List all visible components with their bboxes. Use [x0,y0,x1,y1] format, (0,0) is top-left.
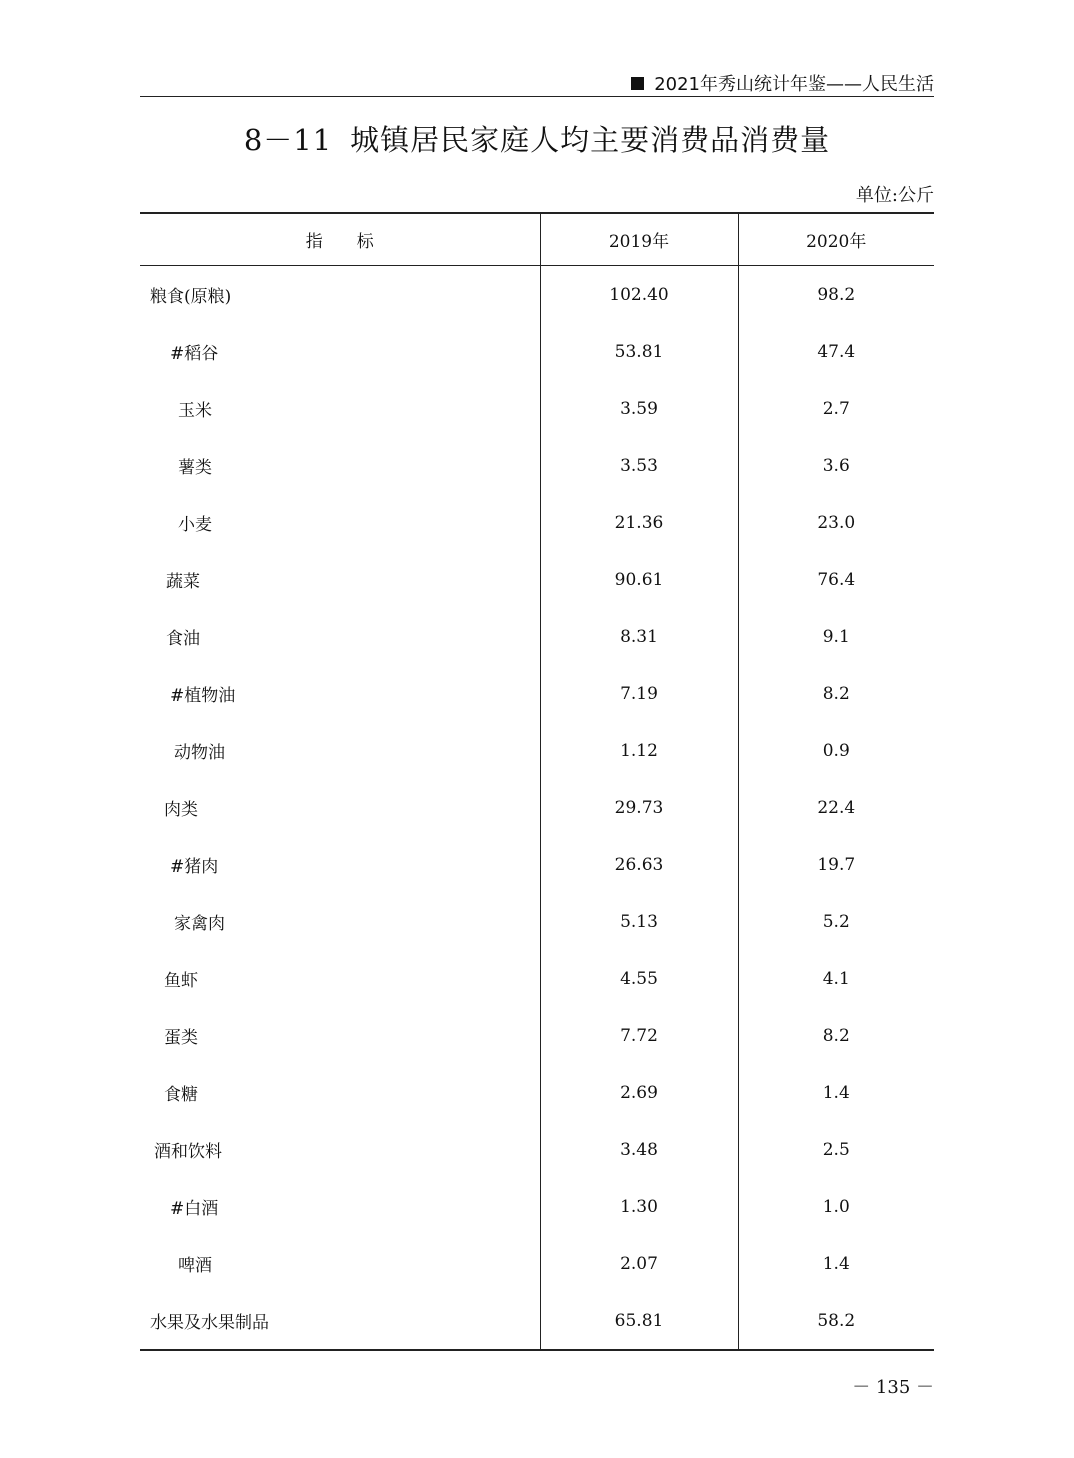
running-header [631,70,934,96]
value-2019: 102.40 [540,266,738,324]
table-row [140,893,934,950]
table-header-row [140,213,934,266]
value-2020: 2.5 [738,1121,934,1178]
row-label: #猪肉 [170,857,219,877]
column-header-2019: 2019年 [540,213,738,266]
value-2019: 3.48 [540,1121,738,1178]
value-2020: 23.0 [738,494,934,551]
value-2019: 65.81 [540,1292,738,1350]
row-label: 食油 [166,629,200,649]
row-label: 家禽肉 [174,914,225,934]
table-row [140,779,934,836]
row-label: 玉米 [178,401,212,421]
value-2020: 8.2 [738,665,934,722]
value-2020: 22.4 [738,779,934,836]
unit-label: 单位:公斤 [855,185,934,206]
value-2020: 1.0 [738,1178,934,1235]
table-row [140,323,934,380]
value-2020: 2.7 [738,380,934,437]
row-label: 啤酒 [178,1256,212,1276]
running-header-title: 2021年秀山统计年鉴——人民生活 [654,74,934,95]
header-rule [140,96,934,97]
column-header-2020: 2020年 [738,213,934,266]
value-2020: 8.2 [738,1007,934,1064]
table-row [140,266,934,324]
value-2019: 29.73 [540,779,738,836]
value-2020: 76.4 [738,551,934,608]
value-2020: 98.2 [738,266,934,324]
value-2019: 26.63 [540,836,738,893]
value-2020: 0.9 [738,722,934,779]
row-label: 鱼虾 [164,971,198,991]
table-row [140,494,934,551]
value-2019: 3.59 [540,380,738,437]
value-2019: 1.12 [540,722,738,779]
value-2019: 53.81 [540,323,738,380]
page-number: － 135 － [852,1377,934,1398]
value-2020: 4.1 [738,950,934,1007]
table-row [140,1178,934,1235]
table-row [140,1121,934,1178]
column-header-indicator: 指 标 [140,213,540,266]
row-label: #白酒 [170,1199,219,1219]
value-2020: 19.7 [738,836,934,893]
value-2019: 4.55 [540,950,738,1007]
row-label: #稻谷 [170,344,219,364]
value-2020: 1.4 [738,1064,934,1121]
value-2020: 5.2 [738,893,934,950]
row-label: 蔬菜 [166,572,200,592]
table-row [140,1007,934,1064]
table-number: 8－11 [243,123,333,157]
value-2020: 9.1 [738,608,934,665]
row-label: #植物油 [170,686,236,706]
value-2019: 2.69 [540,1064,738,1121]
consumption-table [140,212,934,1351]
table-row [140,1064,934,1121]
row-label: 小麦 [178,515,212,535]
row-label: 蛋类 [164,1028,198,1048]
square-bullet-icon [631,77,644,90]
value-2019: 8.31 [540,608,738,665]
value-2019: 90.61 [540,551,738,608]
value-2020: 58.2 [738,1292,934,1350]
table-row [140,1235,934,1292]
value-2019: 7.19 [540,665,738,722]
row-label: 薯类 [178,458,212,478]
table-row [140,722,934,779]
table-row [140,1292,934,1350]
table-row [140,665,934,722]
table-row [140,380,934,437]
table-row [140,608,934,665]
row-label: 酒和饮料 [154,1142,222,1162]
value-2019: 7.72 [540,1007,738,1064]
value-2019: 5.13 [540,893,738,950]
value-2020: 1.4 [738,1235,934,1292]
value-2020: 3.6 [738,437,934,494]
table-row [140,950,934,1007]
row-label: 水果及水果制品 [140,1292,540,1350]
row-label: 食糖 [164,1085,198,1105]
value-2019: 21.36 [540,494,738,551]
table-row [140,551,934,608]
table-row [140,437,934,494]
value-2020: 47.4 [738,323,934,380]
value-2019: 3.53 [540,437,738,494]
table-row [140,836,934,893]
value-2019: 2.07 [540,1235,738,1292]
row-label: 动物油 [174,743,225,763]
row-label: 粮食(原粮) [150,287,232,307]
table-title [140,118,934,159]
row-label: 肉类 [164,800,198,820]
table-title-text: 城镇居民家庭人均主要消费品消费量 [350,123,831,157]
value-2019: 1.30 [540,1178,738,1235]
